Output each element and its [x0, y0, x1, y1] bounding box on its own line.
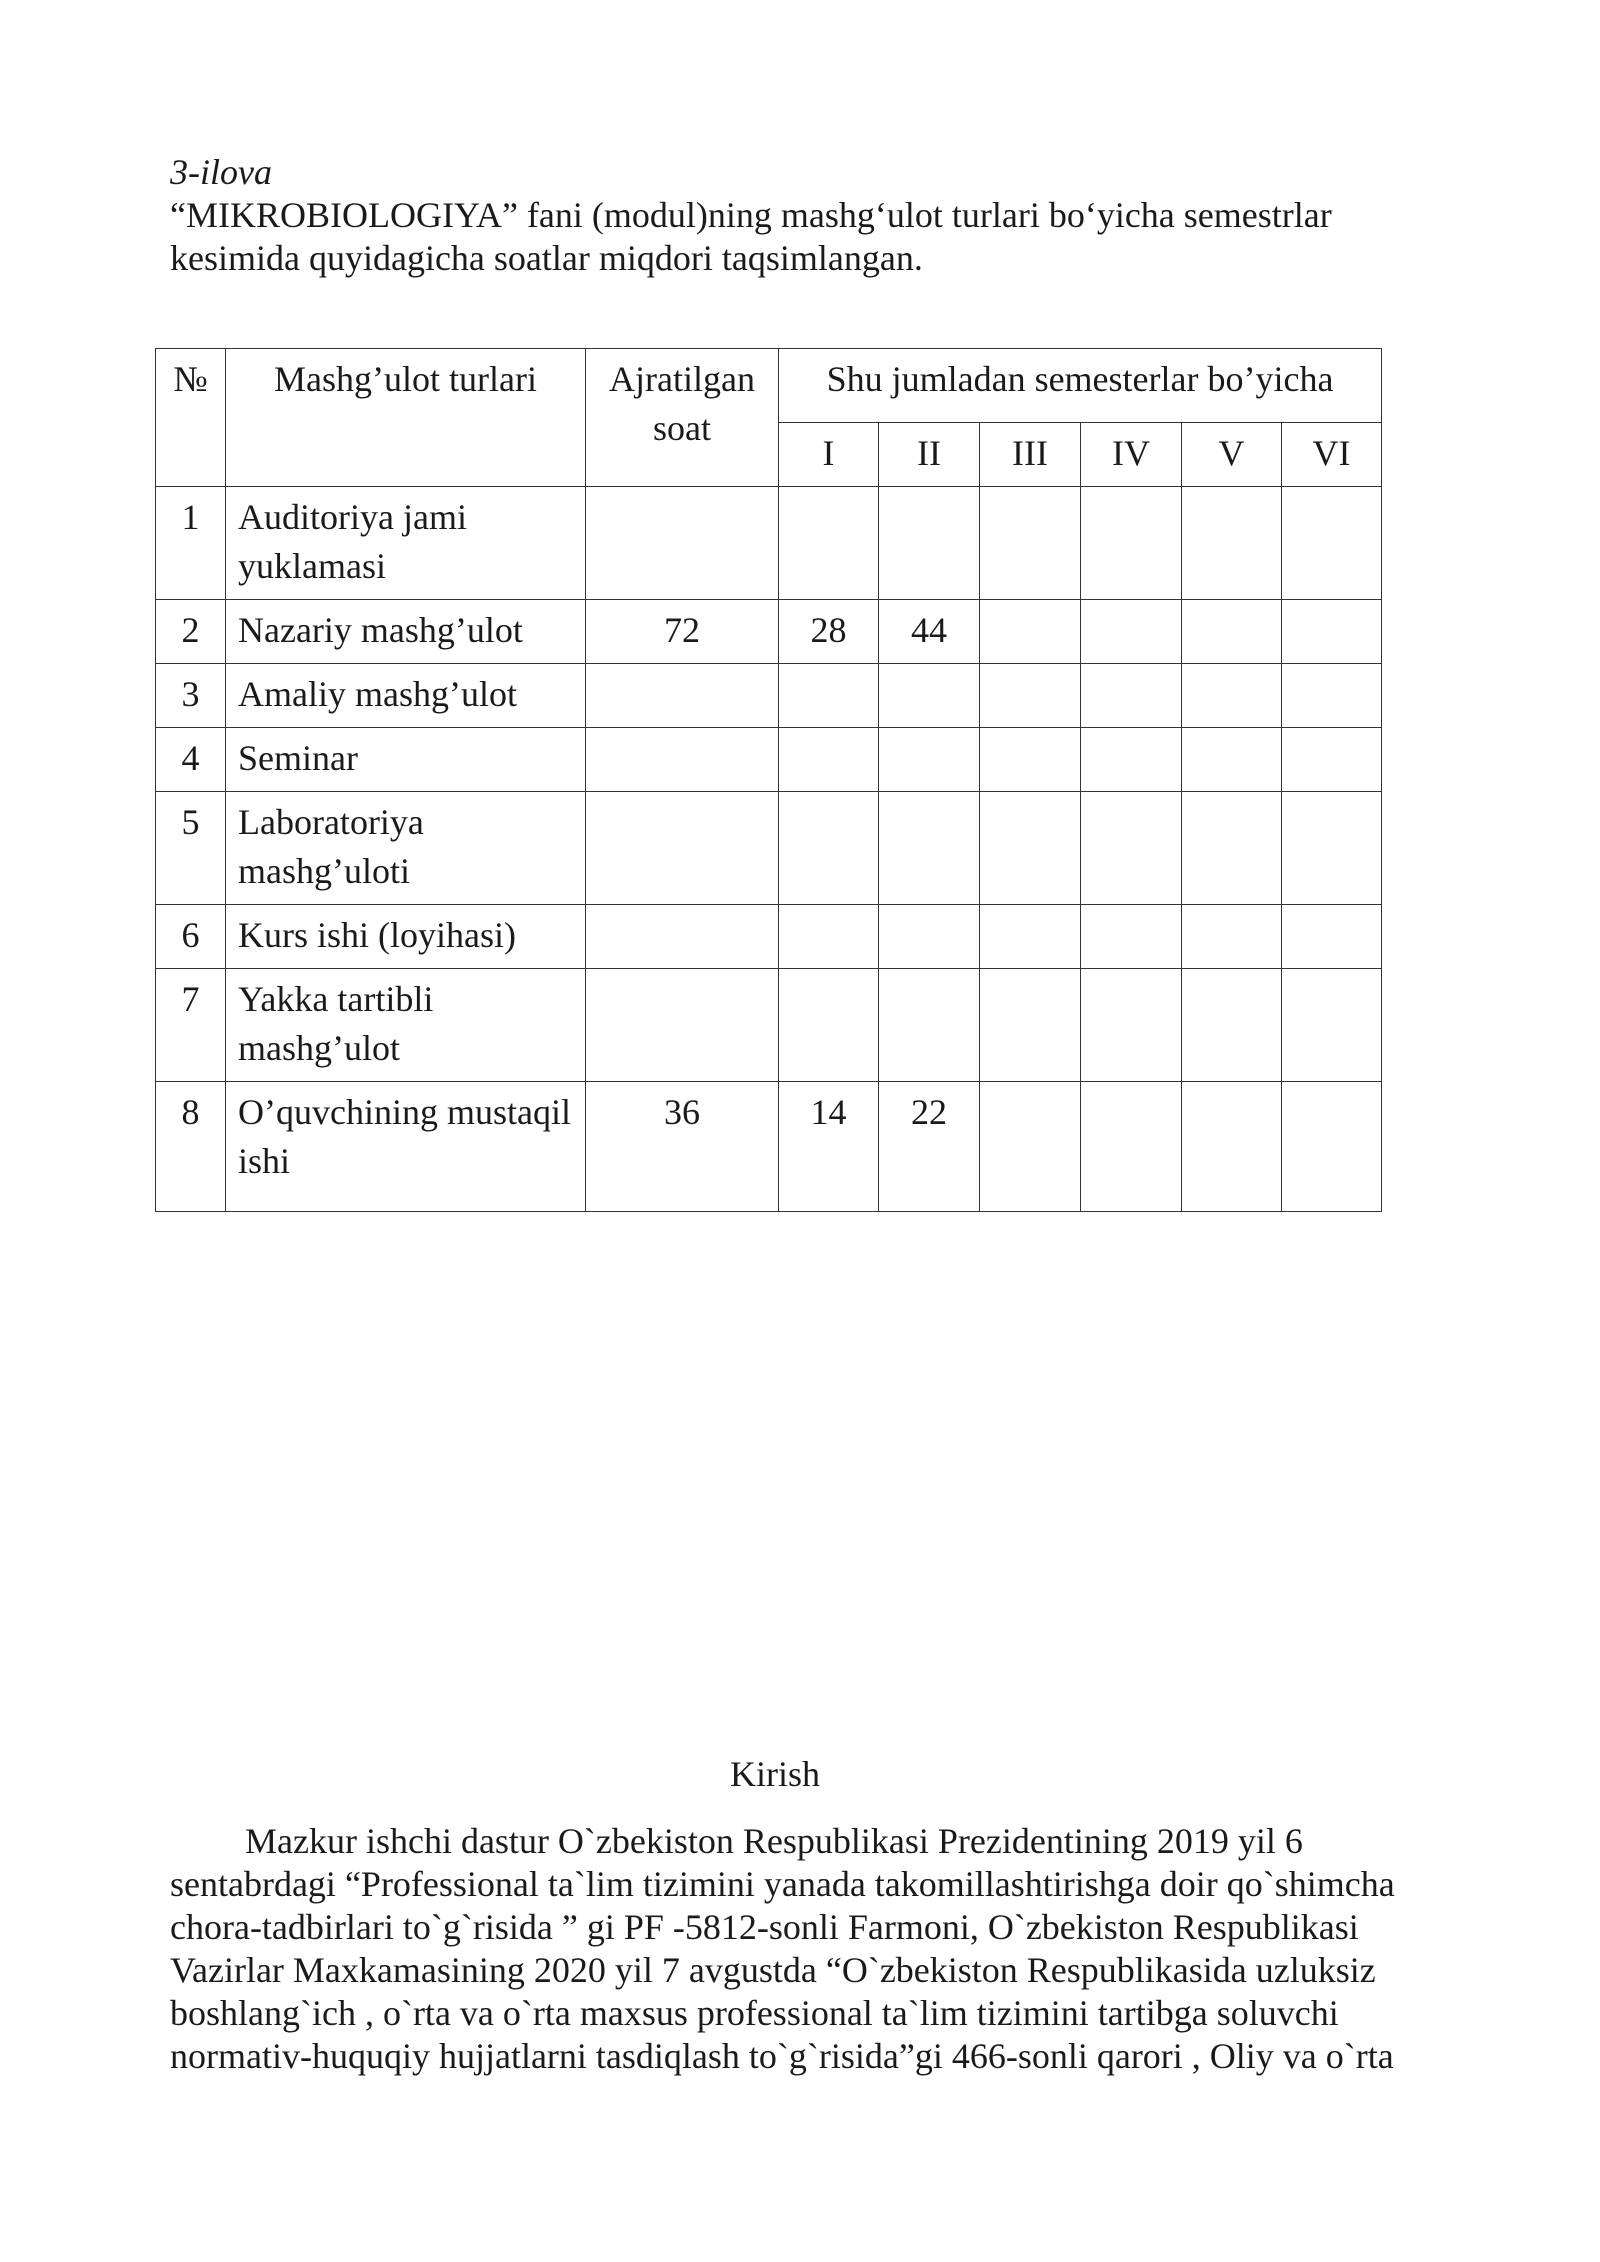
header-semester-5: V	[1182, 423, 1282, 487]
row-type: Yakka tartibli mashg’ulot	[226, 969, 586, 1082]
table-row	[156, 969, 1382, 1082]
row-sem-2	[879, 664, 980, 728]
intro-text	[170, 194, 1470, 280]
row-sem-4	[1081, 487, 1182, 600]
header-semester-6: VI	[1282, 423, 1382, 487]
row-sem-2	[879, 905, 980, 969]
row-sem-5	[1182, 905, 1282, 969]
row-sem-1	[779, 728, 879, 792]
row-hours	[586, 905, 779, 969]
row-sem-6	[1282, 905, 1382, 969]
row-hours	[586, 792, 779, 905]
row-num: 1	[156, 487, 226, 600]
row-num: 6	[156, 905, 226, 969]
row-hours: 36	[586, 1082, 779, 1212]
row-sem-2: 22	[879, 1082, 980, 1212]
header-num: №	[156, 349, 226, 487]
header-semester-3: III	[980, 423, 1081, 487]
row-type: Auditoriya jami yuklamasi	[226, 487, 586, 600]
row-sem-3	[980, 792, 1081, 905]
row-sem-2	[879, 969, 980, 1082]
table-row	[156, 1082, 1382, 1212]
intro-line-2: kesimida quyidagicha soatlar miqdori taqsimlangan.	[170, 238, 923, 278]
row-sem-5	[1182, 600, 1282, 664]
row-sem-2	[879, 792, 980, 905]
row-sem-6	[1282, 1082, 1382, 1212]
row-num: 3	[156, 664, 226, 728]
row-sem-5	[1182, 487, 1282, 600]
table-header-row	[156, 349, 1382, 423]
row-sem-2: 44	[879, 600, 980, 664]
row-sem-1	[779, 664, 879, 728]
hours-distribution-table	[155, 348, 1382, 1212]
header-semester-2: II	[879, 423, 980, 487]
table-row	[156, 600, 1382, 664]
row-hours	[586, 664, 779, 728]
row-sem-4	[1081, 728, 1182, 792]
table-row	[156, 905, 1382, 969]
header-type: Mashg’ulot turlari	[226, 349, 586, 487]
body-text	[170, 1820, 1460, 2078]
row-hours	[586, 969, 779, 1082]
row-sem-4	[1081, 664, 1182, 728]
row-sem-1: 28	[779, 600, 879, 664]
body-paragraph: Mazkur ishchi dastur O`zbekiston Respublikasi Prezidentining 2019 yil 6 sentabrdagi “Professional ta`lim tizimini yanada takomillashtirishga doir qo`shimcha chora-tadbirlari to`g`risida ” gi PF -5812-sonli Farmoni, O`zbekiston Respublikasi Vazirlar Maxkamasining 2020 yil 7 avgustda “O`zbekiston Respublikasida uzluksiz boshlang`ich , o`rta va o`rta maxsus professional ta`lim tizimini tartibga soluvchi normativ-huquqiy hujjatlarni tasdiqlash to`g`risida”gi 466-sonli qarori , Oliy va o`rta	[170, 1821, 1395, 2076]
row-sem-4	[1081, 1082, 1182, 1212]
row-type: Amaliy mashg’ulot	[226, 664, 586, 728]
row-sem-4	[1081, 600, 1182, 664]
row-sem-1	[779, 969, 879, 1082]
row-sem-3	[980, 487, 1081, 600]
section-title: Kirish	[730, 1754, 820, 1794]
row-hours	[586, 728, 779, 792]
row-sem-1	[779, 905, 879, 969]
row-sem-1: 14	[779, 1082, 879, 1212]
table-row	[156, 728, 1382, 792]
row-sem-2	[879, 728, 980, 792]
row-sem-5	[1182, 664, 1282, 728]
row-type: O’quvchining mustaqil ishi	[226, 1082, 586, 1212]
header-semesters-group: Shu jumladan semesterlar bo’yicha	[779, 349, 1382, 423]
row-sem-3	[980, 905, 1081, 969]
row-sem-4	[1081, 792, 1182, 905]
table-row	[156, 487, 1382, 600]
row-sem-2	[879, 487, 980, 600]
row-type: Nazariy mashg’ulot	[226, 600, 586, 664]
annex-label: 3-ilova	[170, 152, 272, 192]
row-sem-6	[1282, 664, 1382, 728]
table-row	[156, 664, 1382, 728]
row-num: 2	[156, 600, 226, 664]
row-type: Laboratoriya mashg’uloti	[226, 792, 586, 905]
row-sem-3	[980, 1082, 1081, 1212]
row-sem-3	[980, 728, 1081, 792]
header-hours: Ajratilgan soat	[586, 349, 779, 487]
row-sem-5	[1182, 969, 1282, 1082]
row-num: 8	[156, 1082, 226, 1212]
row-sem-1	[779, 487, 879, 600]
row-type: Kurs ishi (loyihasi)	[226, 905, 586, 969]
row-num: 7	[156, 969, 226, 1082]
row-sem-3	[980, 664, 1081, 728]
row-sem-6	[1282, 600, 1382, 664]
row-hours: 72	[586, 600, 779, 664]
row-sem-5	[1182, 728, 1282, 792]
row-num: 4	[156, 728, 226, 792]
row-sem-6	[1282, 487, 1382, 600]
table-row	[156, 792, 1382, 905]
row-sem-5	[1182, 1082, 1282, 1212]
row-sem-4	[1081, 969, 1182, 1082]
row-sem-6	[1282, 792, 1382, 905]
row-sem-4	[1081, 905, 1182, 969]
row-type: Seminar	[226, 728, 586, 792]
intro-line-1: “MIKROBIOLOGIYA” fani (modul)ning mashg‘ulot turlari bo‘yicha semestrlar	[170, 195, 1332, 235]
row-sem-1	[779, 792, 879, 905]
row-sem-3	[980, 600, 1081, 664]
row-sem-5	[1182, 792, 1282, 905]
header-semester-1: I	[779, 423, 879, 487]
row-num: 5	[156, 792, 226, 905]
row-sem-6	[1282, 728, 1382, 792]
header-semester-4: IV	[1081, 423, 1182, 487]
row-sem-3	[980, 969, 1081, 1082]
row-sem-6	[1282, 969, 1382, 1082]
row-hours	[586, 487, 779, 600]
